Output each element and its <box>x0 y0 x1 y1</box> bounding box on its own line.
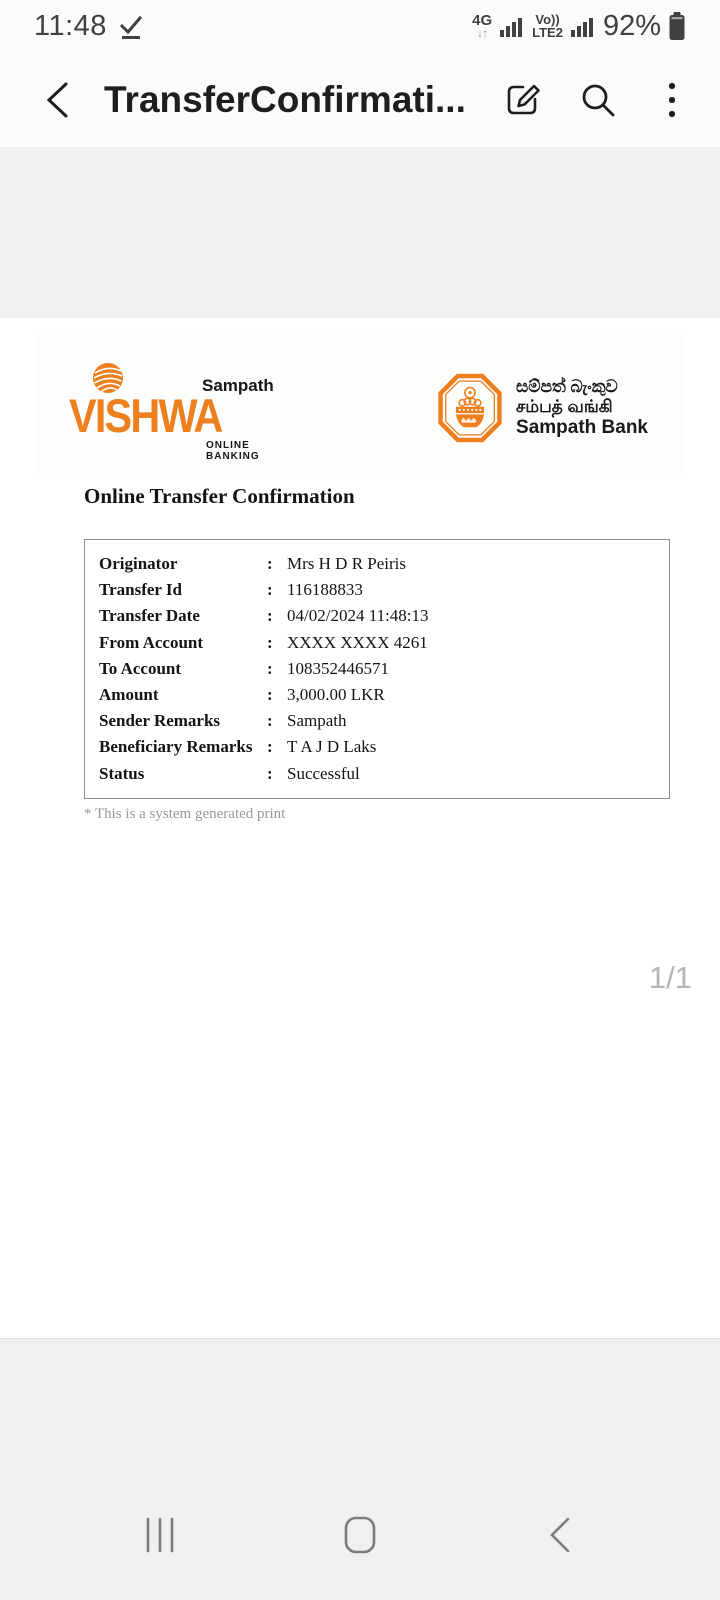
field-label: From Account <box>99 632 204 652</box>
home-icon <box>342 1515 378 1555</box>
sampath-label: Sampath <box>202 376 274 395</box>
battery-percent: 92% <box>602 9 661 42</box>
table-row <box>99 630 669 656</box>
field-label: Transfer Id <box>99 580 182 600</box>
search-button[interactable] <box>574 76 622 124</box>
table-row <box>99 603 669 629</box>
pdf-page[interactable] <box>0 318 720 1338</box>
field-label: Originator <box>99 554 178 574</box>
field-label: To Account <box>99 658 182 678</box>
field-separator: : <box>267 763 273 783</box>
recents-button[interactable] <box>130 1505 190 1565</box>
navigation-bar <box>0 1470 720 1600</box>
vishwa-wordmark: VISHWA <box>69 389 222 442</box>
back-nav-button[interactable] <box>530 1505 590 1565</box>
field-label: Status <box>99 763 145 783</box>
home-button[interactable] <box>330 1505 390 1565</box>
page-indicator: 1/1 <box>648 960 692 995</box>
battery-icon <box>668 10 686 42</box>
search-icon <box>578 80 618 120</box>
field-value: Successful <box>287 763 360 783</box>
field-separator: : <box>267 711 273 731</box>
clock: 11:48 <box>34 9 107 42</box>
back-chevron-icon <box>41 80 79 120</box>
field-value: 3,000.00 LKR <box>287 685 385 705</box>
bank-name-tamil: சம்பத் வங்கி <box>516 396 613 416</box>
field-separator: : <box>267 606 273 626</box>
back-icon <box>545 1515 575 1555</box>
download-complete-icon <box>117 13 144 40</box>
field-value: Sampath <box>287 711 347 731</box>
field-value: XXXX XXXX 4261 <box>287 632 428 652</box>
field-label: Sender Remarks <box>99 711 221 731</box>
online-banking-label: ONLINE BANKING <box>206 440 260 462</box>
status-bar <box>0 0 720 52</box>
network-type-icon: 4G ↓↑ <box>472 12 493 40</box>
document-heading: Online Transfer Confirmation <box>84 484 355 508</box>
edit-button[interactable] <box>500 76 548 124</box>
field-value: 108352446571 <box>287 658 389 678</box>
document-letterhead <box>36 330 684 478</box>
field-separator: : <box>267 658 273 678</box>
field-value: T A J D Laks <box>287 737 377 757</box>
transfer-details-table <box>84 539 670 799</box>
bank-name-english: Sampath Bank <box>516 416 648 438</box>
field-separator: : <box>267 685 273 705</box>
field-label: Transfer Date <box>99 606 200 626</box>
table-row <box>99 551 669 577</box>
sampath-emblem-icon <box>438 373 502 443</box>
field-value: 04/02/2024 11:48:13 <box>287 606 429 626</box>
field-value: Mrs H D R Peiris <box>287 554 407 574</box>
recents-icon <box>142 1515 178 1555</box>
table-row <box>99 682 669 708</box>
document-title: TransferConfirmati... <box>104 78 466 120</box>
field-label: Amount <box>99 685 159 705</box>
app-header <box>0 52 720 148</box>
field-separator: : <box>267 554 273 574</box>
volte-icon: Vo)) LTE2 <box>532 12 563 40</box>
field-value: 116188833 <box>287 580 363 600</box>
table-row <box>99 656 669 682</box>
bank-name-sinhala: සම්පත් බැංකුව <box>516 376 618 396</box>
back-button[interactable] <box>38 78 82 122</box>
signal-bars-icon <box>499 13 525 39</box>
field-separator: : <box>267 580 273 600</box>
more-options-button[interactable] <box>648 76 696 124</box>
table-row <box>99 708 669 734</box>
field-separator: : <box>267 632 273 652</box>
more-options-icon <box>666 79 678 121</box>
signal-bars-icon-2 <box>570 13 596 39</box>
viewer-background <box>0 148 720 318</box>
table-row <box>99 734 669 760</box>
field-label: Beneficiary Remarks <box>99 737 253 757</box>
table-row <box>99 761 669 787</box>
sampath-bank-logo <box>438 373 648 443</box>
table-row <box>99 577 669 603</box>
edit-icon <box>503 79 545 121</box>
system-generated-note: * This is a system generated print <box>84 806 286 822</box>
field-separator: : <box>267 737 273 757</box>
